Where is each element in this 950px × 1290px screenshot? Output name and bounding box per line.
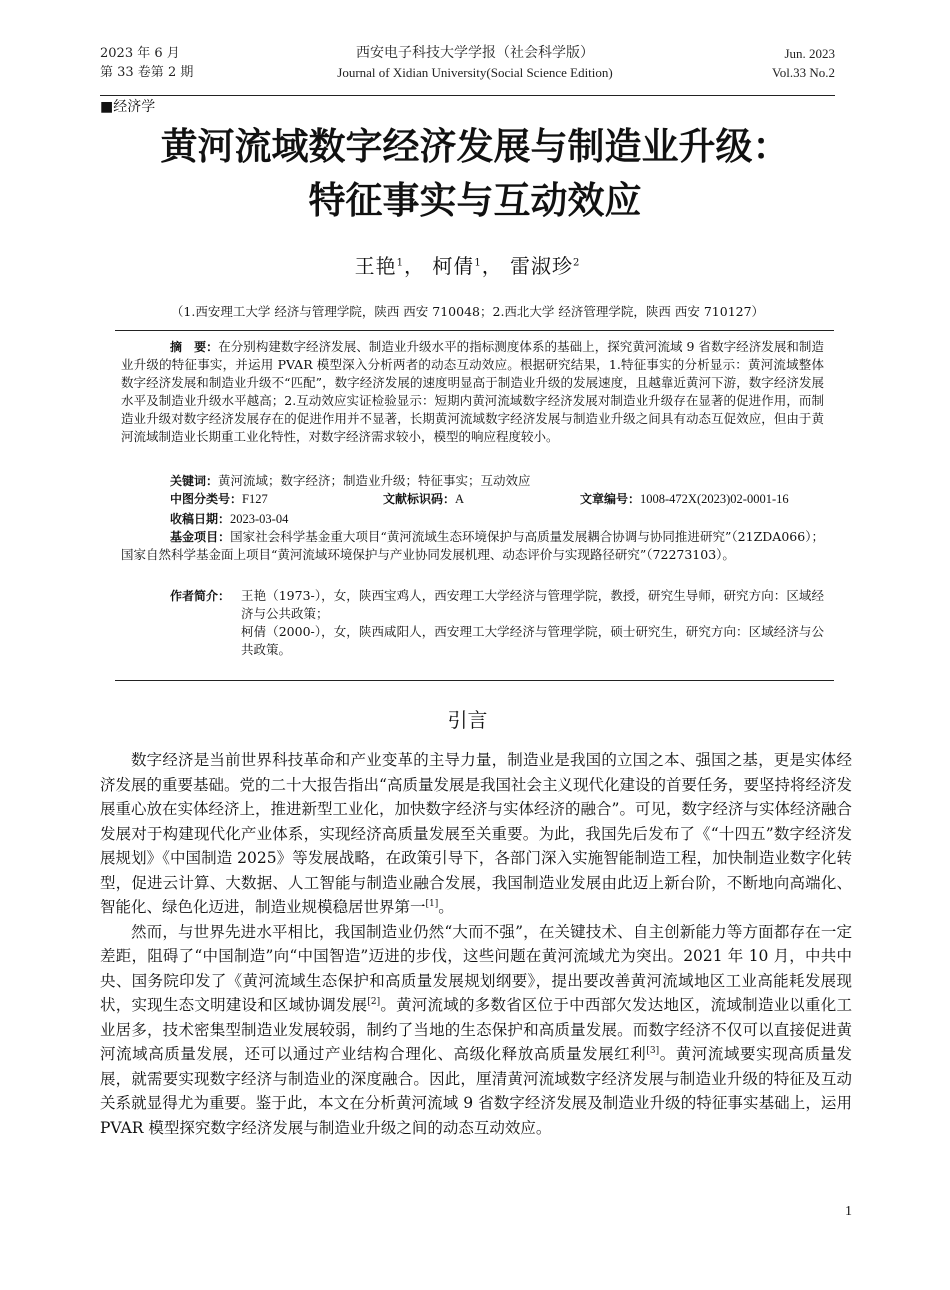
citation-ref: [2]: [367, 996, 381, 1007]
paragraph: [100, 748, 852, 920]
body-text: [100, 748, 852, 1140]
header-center: [250, 44, 700, 82]
journal-name-cn: 西安电子科技大学学报（社会科学版）: [356, 45, 594, 61]
paragraph: [100, 920, 852, 1141]
bio-entry: 王艳（1973-），女，陕西宝鸡人，西安理工大学经济与管理学院，教授，研究生导师，研究方向：区域经济与公共政策；: [241, 588, 824, 621]
paragraph-text: 然而，与世界先进水平相比，我国制造业仍然“大而不强”，在关键技术、自主创新能力等方面都存在一定差距，阻碍了“中国制造”向“中国智造”迈进的步伐，这些问题在黄河流域尤为突出。2021 年 10 月，中共中央、国务院印发了《黄河流域生态保护和高质量发展规划纲要》，提出要改善黄河流域地区工业高能耗发展现状，实现生态文明建设和区域协调发展: [100, 922, 852, 1014]
section-tag: ■经济学: [100, 99, 156, 115]
page-number: 1: [845, 1204, 852, 1219]
title-line-2: 特征事实与互动效应: [308, 179, 642, 222]
header-left: [100, 44, 193, 82]
fund-block: [121, 528, 824, 564]
paragraph-text: 。: [438, 898, 454, 916]
fund-text: 国家社会科学基金重大项目“黄河流域生态环境保护与高质量发展耦合协调与协同推进研究”（21ZDA066）；国家自然科学基金面上项目“黄河流域环境保护与产业协同发展机理、动态评价与实现路径研究”（72273103）。: [121, 529, 824, 562]
clc-label: 中图分类号：: [170, 492, 243, 506]
keywords-line: [170, 472, 531, 490]
abstract-text: 在分别构建数字经济发展、制造业升级水平的指标测度体系的基础上，探究黄河流域 9 省数字经济发展和制造业升级的特征事实，并运用 PVAR 模型深入分析两者的动态互动效应。根据研究结果，1.特征事实的分析显示：黄河流域整体数字经济发展和制造业升级不“匹配”，数字经济发展的速度明显高于制造业升级的发展速度，且越靠近黄河下游，数字经济发展水平及制造业升级水平越高；2.互动效应实证检验显示：短期内黄河流域数字经济发展对制造业升级存在显著的促进作用，而制造业升级对数字经济发展存在的促进作用并不显著，长期黄河流域数字经济发展与制造业升级之间具有动态互促效应，但由于黄河流域制造业长期重工业化特性，对数字经济需求较小，模型的响应程度较小。: [121, 339, 824, 444]
bio-entry: 柯倩（2000-），女，陕西咸阳人，西安理工大学经济与管理学院，硕士研究生，研究方向：区域经济与公共政策。: [241, 624, 824, 657]
author-bio: [241, 587, 824, 659]
doc-code-label: 文献标识码：: [383, 492, 456, 506]
author-name: 王艳: [354, 254, 397, 278]
title-line-1: 黄河流域数字经济发展与制造业升级：: [160, 125, 790, 168]
paragraph-text: 数字经济是当前世界科技革命和产业变革的主导力量，制造业是我国的立国之本、强国之基，更是实体经济发展的重要基础。党的二十大报告指出“高质量发展是我国社会主义现代化建设的首要任务，要坚持将经济发展重心放在实体经济上，推进新型工业化，加快数字经济与实体经济的融合”。可见，数字经济与实体经济融合发展对于构建现代化产业体系，实现经济高质量发展至关重要。为此，我国先后发布了《“十四五”数字经济发展规划》《中国制造 2025》等发展战略，在政策引导下，各部门深入实施智能制造工程，加快制造业数字化转型，促进云计算、大数据、人工智能与制造业融合发展，我国制造业发展由此迈上新台阶，不断地向高端化、智能化、绿色化迈进，制造业规模稳居世界第一: [100, 751, 852, 916]
author-separator: ，: [481, 254, 503, 278]
keywords-label: 关键词：: [170, 474, 219, 488]
affiliations: （1.西安理工大学 经济与管理学院，陕西 西安 710048；2.西北大学 经济管理学院，陕西 西安 710127）: [170, 304, 765, 319]
abstract-label: 摘 要：: [170, 340, 219, 354]
author-separator: ，: [403, 254, 425, 278]
paper-title: [60, 120, 890, 228]
citation-ref: [1]: [425, 898, 439, 909]
author-name: 柯倩: [432, 254, 475, 278]
article-no-label: 文章编号：: [580, 492, 641, 506]
received-value: 2023-03-04: [230, 512, 289, 526]
received-label: 收稿日期：: [170, 512, 231, 526]
journal-name-en: Journal of Xidian University(Social Science Edition): [337, 65, 613, 80]
author-affil-mark: 2: [573, 257, 581, 269]
author-name: 雷淑珍: [510, 254, 574, 278]
classification-line: [170, 490, 824, 508]
abstract: [121, 338, 824, 446]
keywords-text: 黄河流域；数字经济；制造业升级；特征事实；互动效应: [218, 473, 531, 488]
clc-value: F127: [242, 492, 268, 506]
citation-ref: [3]: [646, 1045, 660, 1056]
bio-label-wrap: [170, 587, 230, 605]
volume-cn: 第 33 卷第 2 期: [100, 65, 194, 80]
header-rule: [100, 95, 835, 96]
author-affil-mark: 1: [396, 257, 404, 269]
bio-label: 作者简介：: [170, 589, 231, 603]
fund-label: 基金项目：: [170, 530, 231, 544]
author-affil-mark: 1: [474, 257, 482, 269]
issue-date-en: Jun. 2023: [784, 46, 835, 61]
volume-en: Vol.33 No.2: [772, 65, 835, 80]
header-right: [772, 44, 835, 82]
section-heading: 引言: [447, 708, 488, 732]
doc-code-value: A: [455, 492, 465, 506]
abstract-bottom-rule: [115, 680, 834, 681]
paragraph-text: 。黄河流域要实现高质量发展，就需要实现数字经济与制造业的深度融合。因此，厘清黄河流域数字经济发展与制造业升级的特征及互动关系就显得尤为重要。鉴于此，本文在分析黄河流域 9 省数字经济发展及制造业升级的特征事实基础上，运用 PVAR 模型探究数字经济发展与制造业升级之间的动态互动效应。: [100, 1045, 852, 1137]
abstract-top-rule: [115, 330, 834, 331]
author-list: [100, 250, 835, 279]
article-no-value: 1008-472X(2023)02-0001-16: [640, 492, 789, 506]
issue-date-cn: 2023 年 6 月: [100, 46, 180, 61]
received-line: [170, 510, 288, 528]
paragraph-text: 。黄河流域的多数省区位于中西部欠发达地区，流域制造业以重化工业居多，技术密集型制造业发展较弱，制约了当地的生态保护和高质量发展。而数字经济不仅可以直接促进黄河流域高质量发展，还可以通过产业结构合理化、高级化释放高质量发展红利: [100, 996, 852, 1063]
